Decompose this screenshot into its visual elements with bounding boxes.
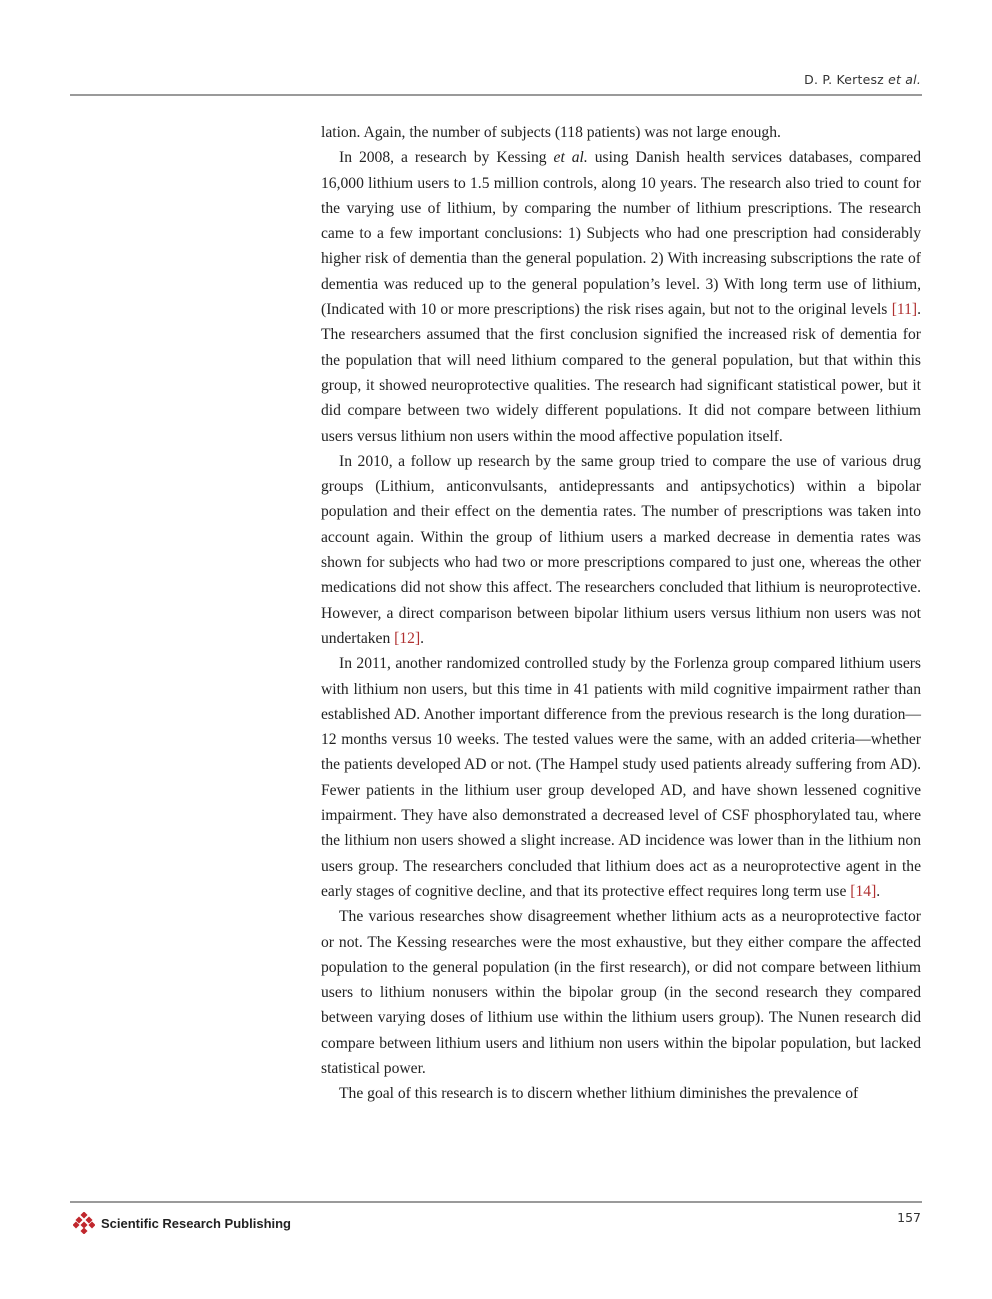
header-et-al: et al. (888, 72, 921, 87)
logo-diamond (80, 1212, 87, 1219)
text-run: In 2008, a research by Kessing (339, 149, 554, 167)
citation-link[interactable]: [12] (394, 629, 421, 647)
publisher-logo (73, 1212, 291, 1234)
running-header (804, 72, 921, 87)
header-rule (70, 94, 922, 96)
citation-link[interactable]: [14] (850, 882, 877, 900)
scirp-logo-icon (73, 1212, 95, 1234)
text-run: using Danish health services databases, compared 16,000 lithium users to 1.5 million controls, along 10 years. The research also tried to count for the varying use of lithium, by comparing the number of lithium prescriptions. The research came to a few important conclusions: 1) Subjects who had one prescription had considerably higher risk of dementia than the general population. 2) With increasing subscriptions the rate of dementia was reduced up to the general population’s level. 3) With long term use of lithium, (Indicated with 10 or more prescriptions) the risk rises again, but not to the original levels (321, 149, 921, 319)
footer-rule (70, 1201, 922, 1203)
paragraph (321, 449, 921, 651)
paragraph (321, 145, 921, 449)
publisher-name: Scientific Research Publishing (101, 1215, 291, 1231)
logo-diamond (80, 1227, 87, 1234)
page-number: 157 (897, 1210, 921, 1225)
text-run: . (876, 882, 881, 900)
italic-text: et al. (553, 149, 588, 167)
header-author-name: D. P. Kertesz (804, 72, 884, 87)
paragraph (321, 651, 921, 904)
text-run: In 2010, a follow up research by the same group tried to compare the use of various drug groups (Lithium, anticonvulsants, antidepressants and antipsychotics) within a bipolar population and their effect on the dementia rates. The number of prescriptions was taken into account again. Within the group of lithium users a marked decrease in dementia rates was shown for subjects who had two or more prescriptions compared to just one, whereas the other medications did not show this affect. The researchers concluded that lithium is neuroprotective. However, a direct comparison between bipolar lithium users versus lithium non users was not undertaken (321, 452, 921, 647)
citation-link[interactable]: [11] (891, 301, 918, 319)
text-run: . (420, 629, 425, 647)
text-run: The various researches show disagreement whether lithium acts as a neuroprotective factor or not. The Kessing researches were the most exhaustive, but they either compare the affected population to the general population (in the first research), or did not compare between lithium users to lithium nonusers within the bipolar group (in the second research they compared between varying doses of lithium use within the lithium users group). The Nunen research did compare between lithium users and lithium non users within the bipolar population, but lacked statistical power. (321, 908, 921, 1077)
paragraph (321, 904, 921, 1081)
text-run: . The researchers assumed that the first conclusion signified the increased risk of dementia for the population that will need lithium compared to the general population, but that within this group, it showed neuroprotective qualities. The research had significant statistical power, but it did compare between two widely different populations. It did not compare between lithium users versus lithium non users within the mood affective population itself. (321, 301, 921, 445)
paragraph (321, 1081, 921, 1106)
text-run: In 2011, another randomized controlled study by the Forlenza group compared lithium users with lithium non users, but this time in 41 patients with mild cognitive impairment rather than established AD. Another important difference from the previous research is the long duration—12 months versus 10 weeks. The tested values were the same, with an added criteria—whether the patients developed AD or not. (The Hampel study used patients already suffering from AD). Fewer patients in the lithium user group developed AD, and have shown lessened cognitive impairment. They have also demonstrated a decreased level of CSF phosphorylated tau, where the lithium non users showed a slight increase. AD incidence was lower than in the lithium non users group. The researchers concluded that lithium does act as a neuroprotective agent in the early stages of cognitive decline, and that its protective effect requires long term use (321, 655, 921, 900)
article-body (321, 120, 921, 1107)
paragraph (321, 120, 921, 145)
text-run: The goal of this research is to discern whether lithium diminishes the prevalence of (339, 1085, 859, 1103)
text-run: lation. Again, the number of subjects (118 patients) was not large enough. (321, 124, 781, 141)
